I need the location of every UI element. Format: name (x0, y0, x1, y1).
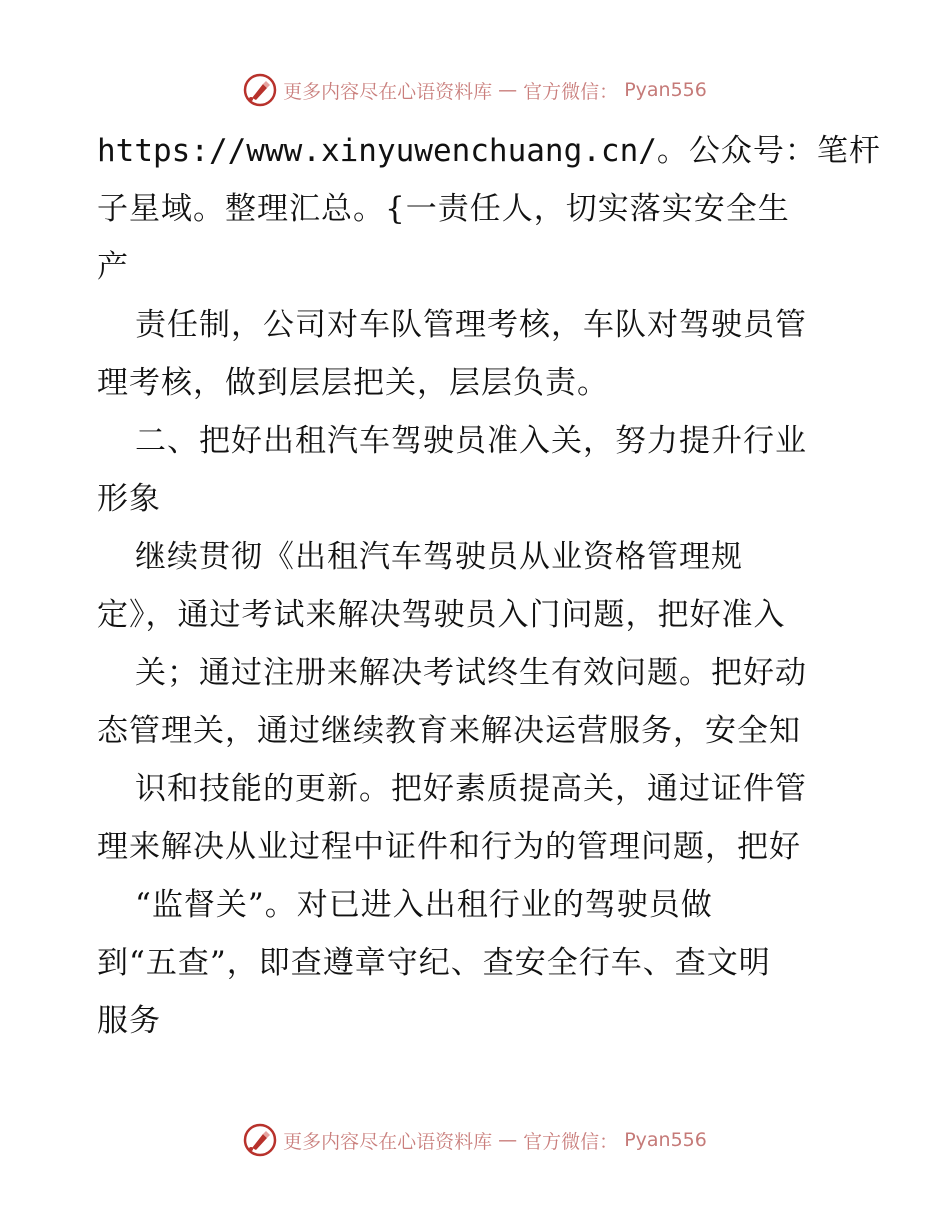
body-line-8: 继续贯彻《出租汽车驾驶员从业资格管理规 (135, 539, 743, 575)
footer-watermark (0, 1120, 950, 1160)
body-line-14: “监督关”。对已进入出租行业的驾驶员做 (135, 887, 713, 923)
section-heading-2: 二、把好出租汽车驾驶员准入关，努力提升行业 (135, 423, 807, 459)
watermark-dash: — (498, 79, 518, 101)
body-line-13: 理来解决从业过程中证件和行为的管理问题，把好 (97, 829, 801, 865)
pen-nib-logo-icon (243, 73, 277, 107)
website-url: https://www.xinyuwenchuang.cn/ (97, 133, 657, 169)
body-line-1 (97, 122, 881, 180)
watermark-wechat-id: Pyan556 (624, 79, 707, 101)
section-heading-2-cont: 形象 (97, 481, 161, 517)
body-line-2: 子星域。整理汇总。{一责任人，切实落实安全生 (97, 191, 790, 227)
body-line-16: 服务 (97, 1003, 161, 1039)
body-line-9: 定》，通过考试来解决驾驶员入门问题，把好准入 (97, 597, 786, 633)
body-line-10: 关；通过注册来解决考试终生有效问题。把好动 (135, 655, 807, 691)
body-line-12: 识和技能的更新。把好素质提高关，通过证件管 (135, 771, 807, 807)
body-line-4: 责任制，公司对车队管理考核，车队对驾驶员管 (135, 307, 807, 343)
watermark-wechat-id: Pyan556 (624, 1129, 707, 1151)
document-body (97, 122, 881, 1050)
body-line-15: 到“五查”，即查遵章守纪、查安全行车、查文明 (97, 945, 771, 981)
body-line-3: 产 (97, 249, 129, 285)
watermark-label: 官方微信： (523, 80, 619, 103)
body-line-1-rest: 。公众号：笔杆 (656, 133, 881, 169)
watermark-brand: 更多内容尽在心语资料库 (283, 80, 493, 103)
body-line-5: 理考核，做到层层把关，层层负责。 (97, 365, 609, 401)
watermark-label: 官方微信： (523, 1130, 619, 1153)
header-watermark (0, 70, 950, 110)
body-line-11: 态管理关，通过继续教育来解决运营服务，安全知 (97, 713, 801, 749)
watermark-brand: 更多内容尽在心语资料库 (283, 1130, 493, 1153)
watermark-dash: — (498, 1129, 518, 1151)
pen-nib-logo-icon (243, 1123, 277, 1157)
